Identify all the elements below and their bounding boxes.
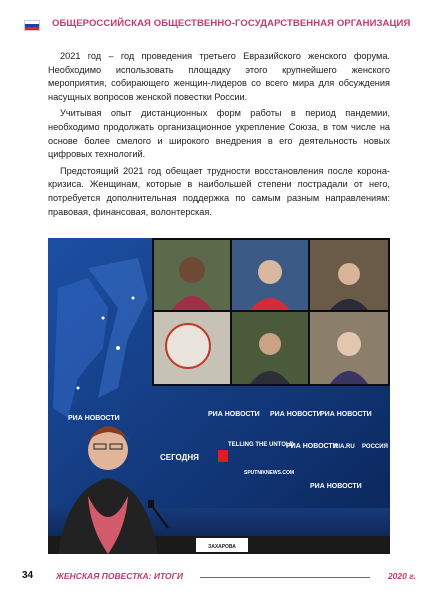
brand-logo: SPUTNIKNEWS.COM (244, 470, 294, 476)
footer-year: 2020 г. (387, 571, 416, 581)
organization-name: ОБЩЕРОССИЙСКАЯ ОБЩЕСТВЕННО-ГОСУДАРСТВЕННАЯ ОРГАНИЗАЦИЯ (52, 18, 411, 29)
brand-logo: РОССИЯ (362, 444, 388, 450)
footer-title: ЖЕНСКАЯ ПОВЕСТКА: ИТОГИ (56, 571, 183, 581)
ria-logo: РИА НОВОСТИ (310, 483, 362, 490)
paragraph: 2021 год – год проведения третьего Евразийского женского форума. Необходимо использовать площадку этого крупнейшего женского мероприятия, собирающего женщин-лидеров со всего мира для обсуждения насущных вопросов женской повестки России. (48, 51, 390, 102)
ria-logo: РИА НОВОСТИ (270, 411, 322, 418)
photo-illustration (48, 238, 390, 554)
ria-logo: РИА НОВОСТИ (320, 411, 372, 418)
brand-logo: СЕГОДНЯ (160, 453, 199, 462)
press-center-photo (48, 238, 390, 554)
nameplate: ЗАХАРОВА (208, 544, 236, 550)
page-number: 34 (22, 570, 34, 581)
footer-divider (200, 577, 370, 578)
brand-logo: TELLING THE UNTOLD (228, 442, 294, 448)
ria-logo: РИА НОВОСТИ (286, 443, 338, 450)
page-header (24, 16, 424, 32)
ria-logo: РИА НОВОСТИ (68, 415, 120, 422)
paragraph: Учитывая опыт дистанционных форм работы в период пандемии, необходимо продолжать организационное укрепление Союза, в том числе на основе более смелого и широкого внедрения в его деятельность новых цифровых технологий. (48, 108, 390, 160)
paragraph: Предстоящий 2021 год обещает трудности восстановления после корона-кризиса. Женщинам, которые в наибольшей степени пострадали от него, потребуется дополнительная поддержка по самым разным направлениям: правовая, финансовая, волонтерская. (48, 165, 390, 217)
russian-flag-icon (24, 20, 40, 31)
brand-logo: RIA.RU (334, 444, 355, 450)
ria-logo: РИА НОВОСТИ (208, 411, 260, 418)
body-text (48, 50, 390, 222)
page-footer (22, 568, 416, 584)
